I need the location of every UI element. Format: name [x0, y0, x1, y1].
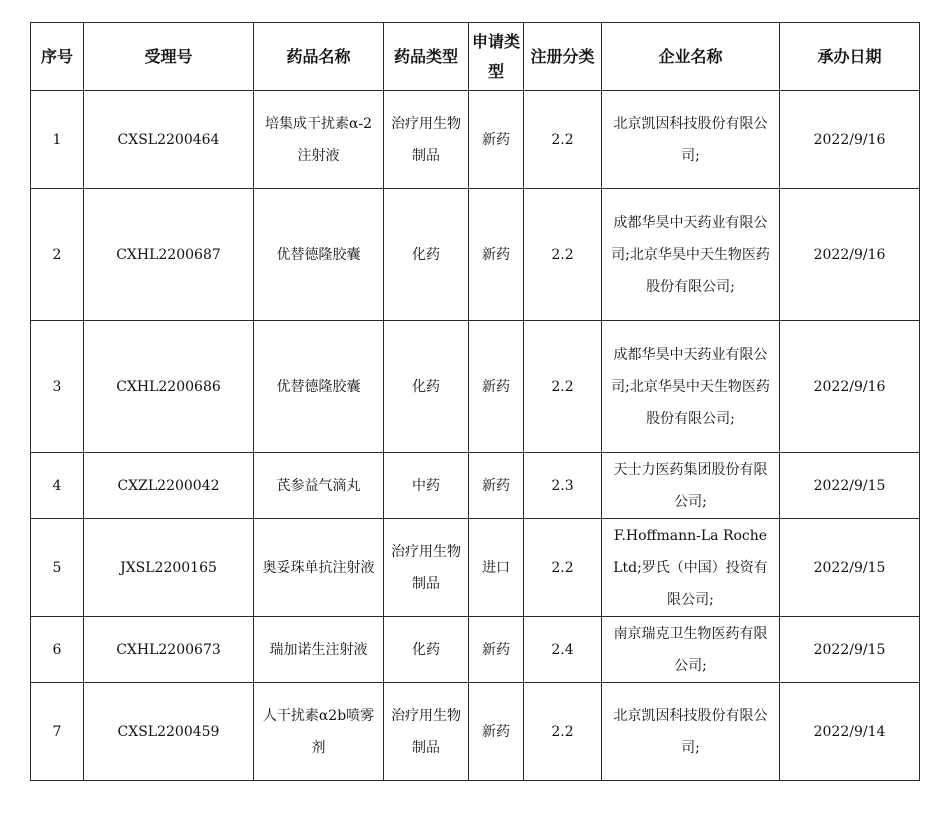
acceptance-no-cell: JXSL2200165 — [84, 519, 254, 617]
acceptance-no-cell: CXHL2200687 — [84, 189, 254, 321]
company-cell: 北京凯因科技股份有限公司; — [602, 683, 780, 781]
drug-type-cell: 中药 — [384, 453, 469, 519]
reg-class-cell: 2.4 — [524, 617, 602, 683]
acceptance-no-cell: CXHL2200673 — [84, 617, 254, 683]
header-date: 承办日期 — [780, 23, 920, 91]
reg-class-cell: 2.2 — [524, 519, 602, 617]
table-row — [31, 617, 920, 683]
drug-name-cell: 优替德隆胶囊 — [254, 321, 384, 453]
company-cell: 北京凯因科技股份有限公司; — [602, 91, 780, 189]
application-type-cell: 新药 — [469, 321, 524, 453]
table-row — [31, 453, 920, 519]
drug-type-cell: 治疗用生物制品 — [384, 91, 469, 189]
seq-cell: 2 — [31, 189, 84, 321]
company-cell: 成都华昊中天药业有限公司;北京华昊中天生物医药股份有限公司; — [602, 189, 780, 321]
company-cell: 成都华昊中天药业有限公司;北京华昊中天生物医药股份有限公司; — [602, 321, 780, 453]
acceptance-no-cell: CXSL2200464 — [84, 91, 254, 189]
acceptance-no-cell: CXZL2200042 — [84, 453, 254, 519]
date-cell: 2022/9/16 — [780, 91, 920, 189]
table-row — [31, 321, 920, 453]
header-acceptance-no: 受理号 — [84, 23, 254, 91]
application-type-cell: 新药 — [469, 189, 524, 321]
application-type-cell: 新药 — [469, 683, 524, 781]
drug-name-cell: 瑞加诺生注射液 — [254, 617, 384, 683]
reg-class-cell: 2.2 — [524, 91, 602, 189]
reg-class-cell: 2.2 — [524, 189, 602, 321]
header-drug-name: 药品名称 — [254, 23, 384, 91]
date-cell: 2022/9/16 — [780, 189, 920, 321]
application-type-cell: 进口 — [469, 519, 524, 617]
reg-class-cell: 2.2 — [524, 321, 602, 453]
drug-type-cell: 化药 — [384, 617, 469, 683]
table-row — [31, 519, 920, 617]
table-row — [31, 189, 920, 321]
company-cell: 天士力医药集团股份有限公司; — [602, 453, 780, 519]
header-row — [31, 23, 920, 91]
date-cell: 2022/9/15 — [780, 519, 920, 617]
seq-cell: 7 — [31, 683, 84, 781]
reg-class-cell: 2.3 — [524, 453, 602, 519]
table-row — [31, 91, 920, 189]
drug-name-cell: 人干扰素α2b喷雾剂 — [254, 683, 384, 781]
date-cell: 2022/9/16 — [780, 321, 920, 453]
drug-type-cell: 化药 — [384, 189, 469, 321]
header-drug-type: 药品类型 — [384, 23, 469, 91]
seq-cell: 4 — [31, 453, 84, 519]
seq-cell: 5 — [31, 519, 84, 617]
drug-type-cell: 化药 — [384, 321, 469, 453]
seq-cell: 1 — [31, 91, 84, 189]
drug-type-cell: 治疗用生物制品 — [384, 683, 469, 781]
date-cell: 2022/9/15 — [780, 617, 920, 683]
date-cell: 2022/9/15 — [780, 453, 920, 519]
header-reg-class: 注册分类 — [524, 23, 602, 91]
application-type-cell: 新药 — [469, 453, 524, 519]
drug-name-cell: 培集成干扰素α-2注射液 — [254, 91, 384, 189]
company-cell: F.Hoffmann-La Roche Ltd;罗氏（中国）投资有限公司; — [602, 519, 780, 617]
company-cell: 南京瑞克卫生物医药有限公司; — [602, 617, 780, 683]
seq-cell: 3 — [31, 321, 84, 453]
acceptance-no-cell: CXSL2200459 — [84, 683, 254, 781]
seq-cell: 6 — [31, 617, 84, 683]
drug-name-cell: 奥妥珠单抗注射液 — [254, 519, 384, 617]
header-application-type: 申请类型 — [469, 23, 524, 91]
application-type-cell: 新药 — [469, 91, 524, 189]
drug-name-cell: 芪参益气滴丸 — [254, 453, 384, 519]
acceptance-no-cell: CXHL2200686 — [84, 321, 254, 453]
header-seq: 序号 — [31, 23, 84, 91]
reg-class-cell: 2.2 — [524, 683, 602, 781]
drug-type-cell: 治疗用生物制品 — [384, 519, 469, 617]
application-type-cell: 新药 — [469, 617, 524, 683]
table-body — [31, 91, 920, 781]
header-company: 企业名称 — [602, 23, 780, 91]
drug-name-cell: 优替德隆胶囊 — [254, 189, 384, 321]
table-row — [31, 683, 920, 781]
drug-acceptance-table — [30, 22, 920, 781]
date-cell: 2022/9/14 — [780, 683, 920, 781]
